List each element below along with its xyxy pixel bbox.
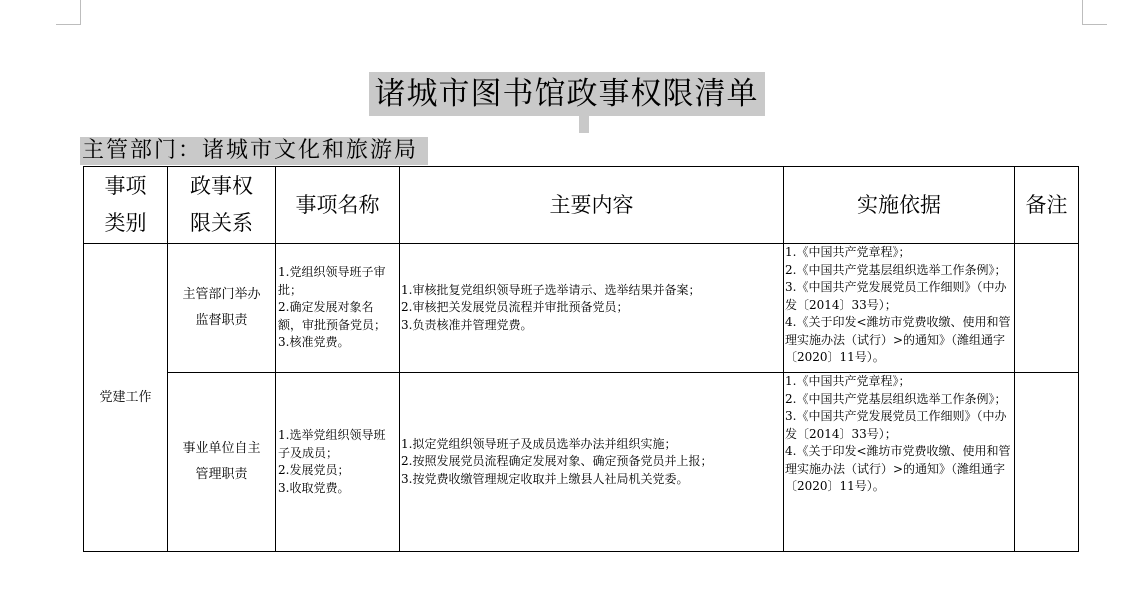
relation-cell[interactable]: 主管部门举办 监督职责 <box>168 244 276 373</box>
main-content-cell[interactable]: 1.审核批复党组织领导班子选举请示、选举结果并备案； 2.审核把关发展党员流程并审批预备党员； 3.负责核准并管理党费。 <box>400 244 784 373</box>
item-name-cell[interactable]: 1.党组织领导班子审批； 2.确定发展对象名额，审批预备党员； 3.核准党费。 <box>276 244 400 373</box>
table-header-row <box>84 167 1079 244</box>
item-name-cell[interactable]: 1.选举党组织领导班子及成员； 2.发展党员； 3.收取党费。 <box>276 373 400 552</box>
category-cell[interactable]: 党建工作 <box>84 244 168 552</box>
basis-clipped-area: 1.《中国共产党章程》； 2.《中国共产党基层组织选举工作条例》； 3.《中国共产党发展党员工作细则》（中办发〔2014〕33号）； 4.《关于印发<潍坊市党费收缴、使用和管理实施办法（试行）>的通知》（潍组通字〔2020〕11号）。 <box>785 245 1011 364</box>
header-power-relation[interactable]: 政事权 限关系 <box>168 167 276 244</box>
document-title[interactable]: 诸城市图书馆政事权限清单 <box>369 72 765 116</box>
basis-cell[interactable] <box>784 373 1015 552</box>
department-line[interactable]: 主管部门：诸城市文化和旅游局 <box>80 137 428 165</box>
title-container <box>0 72 1133 116</box>
header-main-content[interactable]: 主要内容 <box>400 167 784 244</box>
header-basis[interactable]: 实施依据 <box>784 167 1015 244</box>
table-row <box>84 244 1079 373</box>
header-remark[interactable]: 备注 <box>1015 167 1079 244</box>
basis-clipped-area: 1.《中国共产党章程》； 2.《中国共产党基层组织选举工作条例》； 3.《中国共产党发展党员工作细则》（中办发〔2014〕33号）； 4.《关于印发<潍坊市党费收缴、使用和管理实施办法（试行）>的通知》（潍组通字〔2020〕11号）。 <box>785 374 1011 493</box>
page-corner-mark-top-left <box>56 0 81 25</box>
table-row <box>84 373 1079 552</box>
paragraph-selection-mark <box>579 116 589 133</box>
powers-table <box>83 166 1079 552</box>
basis-cell[interactable] <box>784 244 1015 373</box>
header-item-name[interactable]: 事项名称 <box>276 167 400 244</box>
header-item-category[interactable]: 事项 类别 <box>84 167 168 244</box>
remark-cell[interactable] <box>1015 373 1079 552</box>
remark-cell[interactable] <box>1015 244 1079 373</box>
main-content-cell[interactable]: 1.拟定党组织领导班子及成员选举办法并组织实施； 2.按照发展党员流程确定发展对象、确定预备党员并上报； 3.按党费收缴管理规定收取并上缴县人社局机关党委。 <box>400 373 784 552</box>
relation-cell[interactable]: 事业单位自主 管理职责 <box>168 373 276 552</box>
page-corner-mark-top-right <box>1082 0 1107 25</box>
